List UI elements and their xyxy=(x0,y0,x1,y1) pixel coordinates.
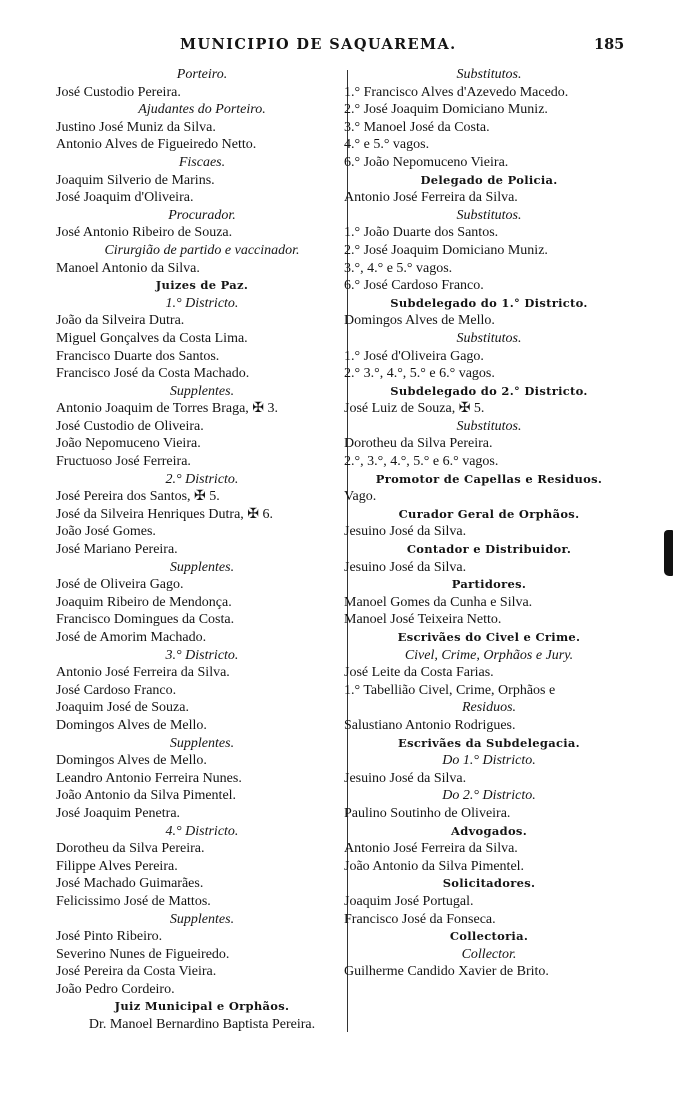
entry-line: Vago. xyxy=(344,489,377,505)
section-subheading: Residuos. xyxy=(461,700,517,716)
entry-line: 1.° Tabellião Civel, Crime, Orphãos e xyxy=(344,682,556,698)
entry-line: Paulino Soutinho de Oliveira. xyxy=(344,805,511,821)
section-subheading: Substitutos. xyxy=(456,67,522,82)
section-heading: Delegado de Policia. xyxy=(420,172,558,187)
entry-line: Manoel José Teixeira Netto. xyxy=(344,612,502,628)
page-number: 185 xyxy=(594,36,625,53)
section-subheading: Substitutos. xyxy=(456,418,522,434)
entry-line: João Antonio da Silva Pimentel. xyxy=(344,858,525,874)
entry-line: Jesuino José da Silva. xyxy=(344,524,467,540)
entry-line: Salustiano Antonio Rodrigues. xyxy=(344,717,516,733)
entry-line: 4.° e 5.° vagos. xyxy=(344,137,430,153)
entry-line: Francisco Domingues da Costa. xyxy=(56,612,235,628)
section-subheading: Supplentes. xyxy=(169,383,235,399)
entry-line: Severino Nunes de Figueiredo. xyxy=(56,946,230,962)
entry-line: 2.°, 3.°, 4.°, 5.° e 6.° vagos. xyxy=(344,454,499,470)
section-subheading: 2.° Districto. xyxy=(165,471,239,487)
section-subheading: Civel, Crime, Orphãos e Jury. xyxy=(404,647,574,663)
section-heading: Juizes de Paz. xyxy=(155,278,249,293)
section-heading: Contador e Distribuidor. xyxy=(406,542,572,557)
ink-smudge xyxy=(664,530,673,576)
entry-line: Joaquim Ribeiro de Mendonça. xyxy=(56,594,232,610)
section-subheading: 4.° Districto. xyxy=(165,823,239,839)
entry-line: 2.° José Joaquim Domiciano Muniz. xyxy=(344,102,548,118)
entry-line: Domingos Alves de Mello. xyxy=(344,313,495,329)
entry-line: Dorotheu da Silva Pereira. xyxy=(56,841,205,857)
entry-line: Felicissimo José de Mattos. xyxy=(56,893,211,909)
entry-line: José Custodio Pereira. xyxy=(56,84,181,100)
entry-line: Dr. Manoel Bernardino Baptista Pereira. xyxy=(88,1017,316,1033)
section-subheading: Ajudantes do Porteiro. xyxy=(138,102,266,118)
entry-line: 1.° Francisco Alves d'Azevedo Macedo. xyxy=(344,84,569,100)
entry-line: José de Amorim Machado. xyxy=(56,630,207,645)
section-heading: Curador Geral de Orphãos. xyxy=(398,506,580,521)
entry-line: José Joaquim Penetra. xyxy=(56,805,181,821)
entry-line: José Joaquim d'Oliveira. xyxy=(56,190,194,206)
entry-line: Antonio José Ferreira da Silva. xyxy=(56,665,230,681)
section-heading: Subdelegado do 2.° Districto. xyxy=(390,383,588,398)
entry-line: 3.°, 4.° e 5.° vagos. xyxy=(344,260,453,276)
section-heading: Juiz Municipal e Orphãos. xyxy=(114,999,290,1014)
section-heading: Promotor de Capellas e Residuos. xyxy=(375,471,603,486)
entry-line: 6.° José Cardoso Franco. xyxy=(344,278,484,294)
entry-line: João Antonio da Silva Pimentel. xyxy=(56,788,237,804)
entry-line: Manoel Antonio da Silva. xyxy=(56,260,200,276)
entry-line: 3.° Manoel José da Costa. xyxy=(344,119,490,135)
entry-line: Jesuino José da Silva. xyxy=(344,770,467,786)
entry-line: José Pinto Ribeiro. xyxy=(56,929,163,945)
entry-line: João Pedro Cordeiro. xyxy=(56,981,175,997)
entry-line: 1.° José d'Oliveira Gago. xyxy=(344,348,484,364)
entry-line: Dorotheu da Silva Pereira. xyxy=(344,436,493,452)
entry-line: Miguel Gonçalves da Costa Lima. xyxy=(56,330,248,346)
entry-line: 1.° João Duarte dos Santos. xyxy=(344,225,499,241)
entry-line: Joaquim José Portugal. xyxy=(344,893,474,909)
entry-line: Joaquim José de Souza. xyxy=(56,700,189,716)
section-subheading: Supplentes. xyxy=(169,911,235,927)
entry-line: 2.° 3.°, 4.°, 5.° e 6.° vagos. xyxy=(344,366,495,382)
section-subheading: Do 1.° Districto. xyxy=(442,753,536,769)
section-subheading: Procurador. xyxy=(168,207,236,223)
section-heading: Escrivães do Civel e Crime. xyxy=(397,630,581,644)
entry-line: Antonio Joaquim de Torres Braga, ✠ 3. xyxy=(56,401,279,417)
entry-line: José Pereira da Costa Vieira. xyxy=(56,964,217,980)
section-heading: Collectoria. xyxy=(449,929,529,944)
entry-line: Justino José Muniz da Silva. xyxy=(56,119,216,135)
section-subheading: Porteiro. xyxy=(176,67,228,82)
right-column xyxy=(344,66,634,981)
running-title: MUNICIPIO DE SAQUAREMA. xyxy=(180,36,457,53)
entry-line: 2.° José Joaquim Domiciano Muniz. xyxy=(344,242,548,258)
section-subheading: Substitutos. xyxy=(456,207,522,223)
section-subheading: Substitutos. xyxy=(456,330,522,346)
entry-line: José Antonio Ribeiro de Souza. xyxy=(56,225,233,241)
entry-line: Francisco José da Costa Machado. xyxy=(56,366,250,382)
section-heading: Subdelegado do 1.° Districto. xyxy=(390,295,588,310)
section-heading: Solicitadores. xyxy=(442,876,536,891)
entry-line: Filippe Alves Pereira. xyxy=(56,858,178,874)
entry-line: João Nepomuceno Vieira. xyxy=(56,436,201,452)
section-subheading: Collector. xyxy=(461,946,517,962)
entry-line: José Leite da Costa Farias. xyxy=(344,665,494,681)
entry-line: José de Oliveira Gago. xyxy=(56,577,184,593)
entry-line: José Mariano Pereira. xyxy=(56,542,178,558)
entry-line: José Luiz de Souza, ✠ 5. xyxy=(344,401,485,417)
entry-line: Domingos Alves de Mello. xyxy=(56,717,207,733)
entry-line: 6.° João Nepomuceno Vieira. xyxy=(344,154,509,170)
entry-line: João da Silveira Dutra. xyxy=(56,313,185,329)
entry-line: Antonio José Ferreira da Silva. xyxy=(344,190,518,206)
entry-line: José da Silveira Henriques Dutra, ✠ 6. xyxy=(56,506,274,522)
section-subheading: 3.° Districto. xyxy=(165,647,239,663)
entry-line: Manoel Gomes da Cunha e Silva. xyxy=(344,594,533,610)
section-heading: Advogados. xyxy=(451,823,527,838)
section-heading: Partidores. xyxy=(451,577,527,592)
entry-line: Guilherme Candido Xavier de Brito. xyxy=(344,964,549,980)
entry-line: Joaquim Silverio de Marins. xyxy=(56,172,215,188)
section-subheading: Cirurgião de partido e vaccinador. xyxy=(104,242,300,258)
section-subheading: Supplentes. xyxy=(169,735,235,751)
section-subheading: 1.° Districto. xyxy=(165,295,239,311)
entry-line: José Pereira dos Santos, ✠ 5. xyxy=(56,489,220,505)
left-column xyxy=(56,66,348,1034)
entry-line: José Cardoso Franco. xyxy=(56,682,177,698)
entry-line: Jesuino José da Silva. xyxy=(344,559,467,575)
entry-line: José Custodio de Oliveira. xyxy=(56,418,204,434)
entry-line: Domingos Alves de Mello. xyxy=(56,753,207,769)
entry-line: Francisco José da Fonseca. xyxy=(344,911,496,927)
section-heading: Escrivães da Subdelegacia. xyxy=(398,735,580,750)
section-subheading: Supplentes. xyxy=(169,559,235,575)
section-subheading: Fiscaes. xyxy=(178,154,226,170)
entry-line: Leandro Antonio Ferreira Nunes. xyxy=(56,770,242,786)
entry-line: Francisco Duarte dos Santos. xyxy=(56,348,220,364)
section-subheading: Do 2.° Districto. xyxy=(442,788,536,804)
entry-line: José Machado Guimarães. xyxy=(56,876,204,892)
entry-line: Antonio Alves de Figueiredo Netto. xyxy=(56,137,257,153)
entry-line: João José Gomes. xyxy=(56,524,156,540)
entry-line: Fructuoso José Ferreira. xyxy=(56,454,191,470)
entry-line: Antonio José Ferreira da Silva. xyxy=(344,841,518,857)
